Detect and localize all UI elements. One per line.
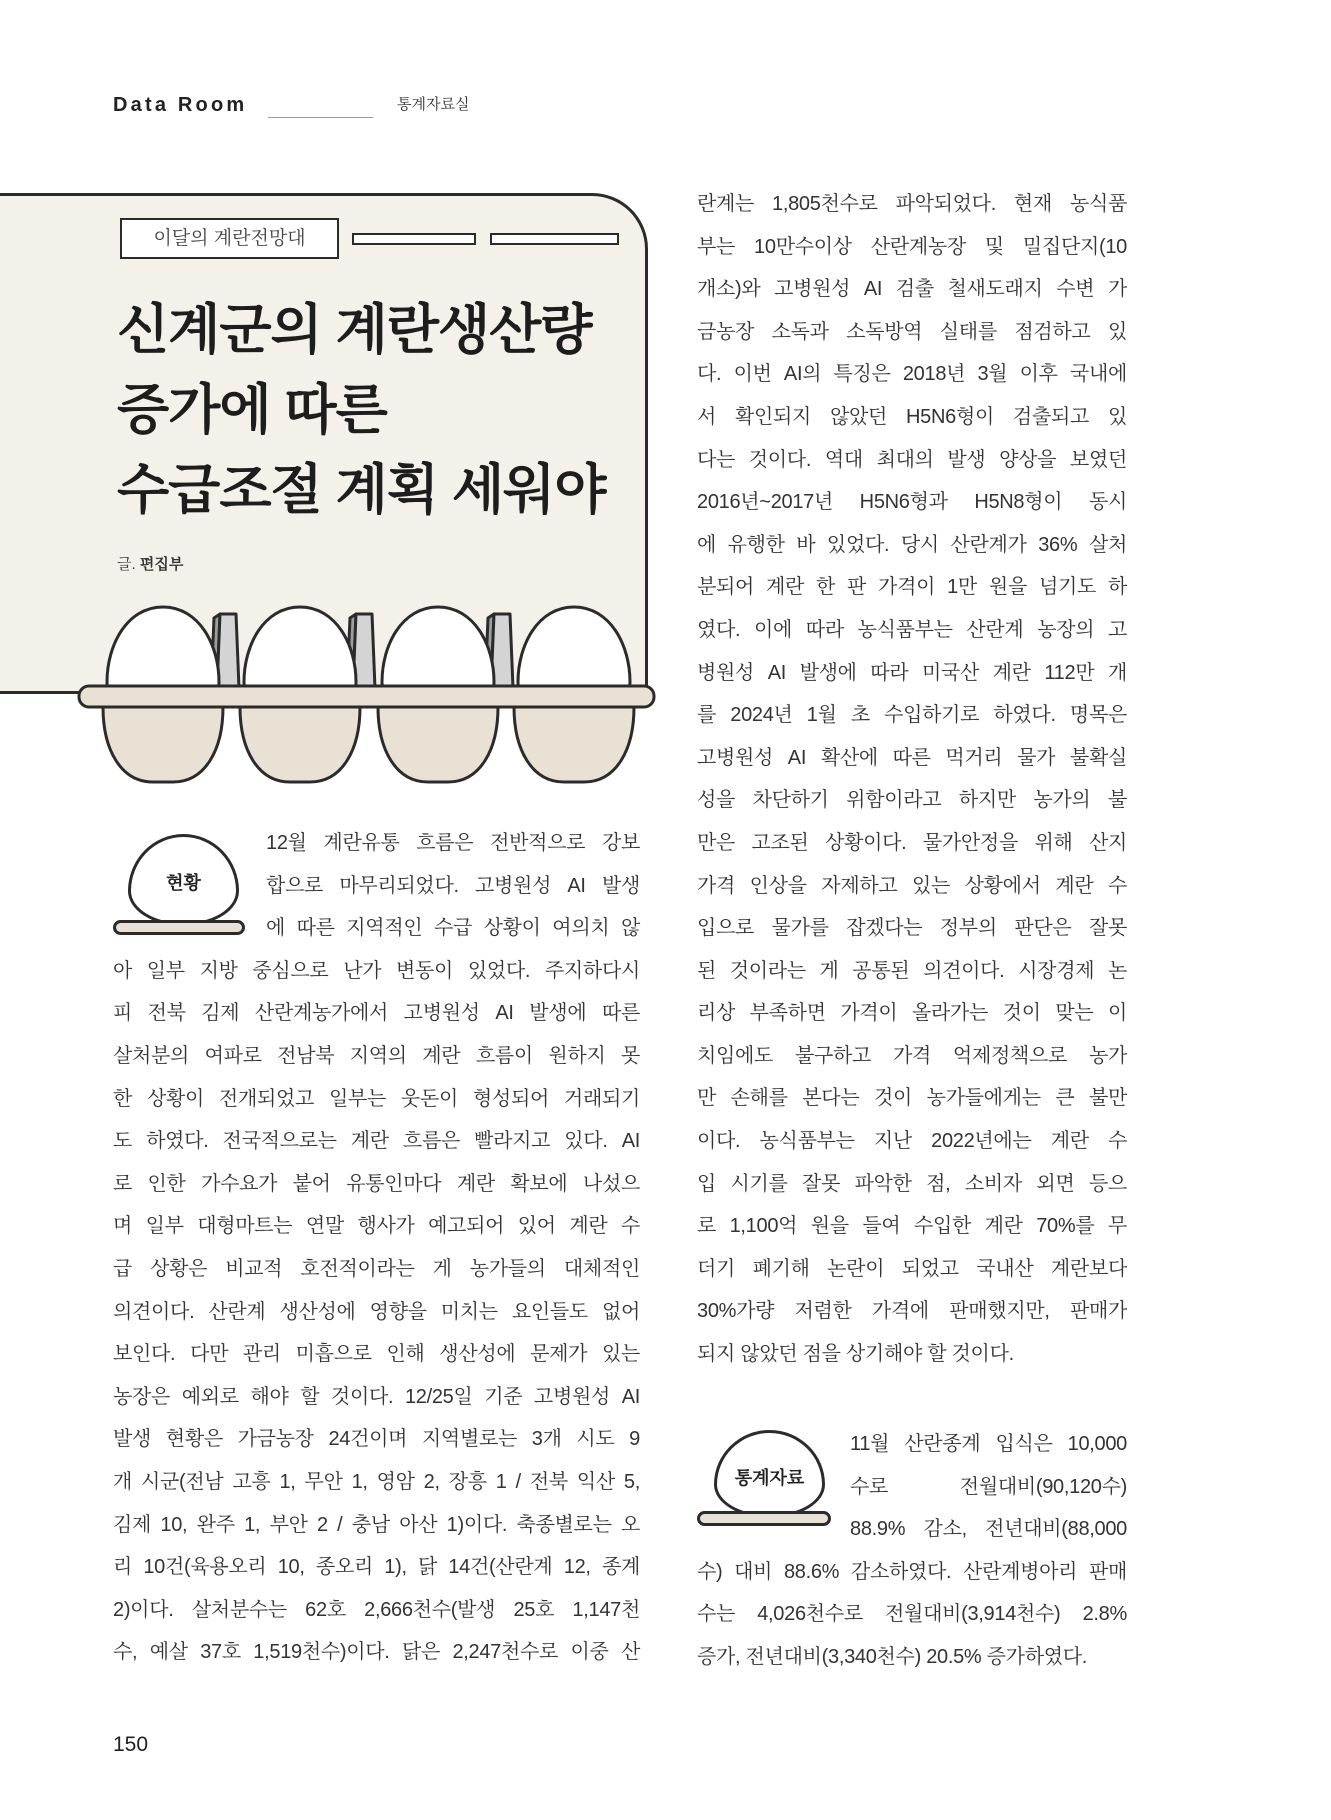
text-line: 로 1,100억 원을 들여 수입한 계란 70%를 무: [697, 1215, 1127, 1238]
byline-prefix: 글.: [117, 556, 136, 573]
text-line: 한 상황이 전개되었고 일부는 웃돈이 형성되어 거래되기: [113, 1087, 640, 1110]
text-line: 였다. 이에 따라 농식품부는 산란계 농장의 고: [697, 618, 1127, 641]
text-line: 만 손해를 본다는 것이 농가들에게는 큰 불만: [697, 1087, 1127, 1110]
text-line: 다. 이번 AI의 특징은 2018년 3월 이후 국내에: [697, 363, 1127, 386]
text-line: 보인다. 다만 관리 미흡으로 인해 생산성에 문제가 있는: [113, 1343, 640, 1366]
title-line: 수급조절 계획 세워야: [117, 460, 606, 520]
text-line: 란계는 1,805천수로 파악되었다. 현재 농식품: [697, 193, 1127, 215]
text-line: 2)이다. 살처분수는 62호 2,666천수(발생 25호 1,147천: [113, 1598, 640, 1621]
text-line: 의견이다. 산란계 생산성에 영향을 미치는 요인들도 없어: [113, 1300, 640, 1323]
tag-decor-bar: [490, 233, 619, 245]
text-line: 이다. 농식품부는 지난 2022년에는 계란 수: [697, 1130, 1127, 1153]
title-line: 신계군의 계란생산량: [117, 300, 592, 360]
text-line: 12월 계란유통 흐름은 전반적으로 강보: [266, 832, 640, 854]
byline-author: 편집부: [139, 556, 184, 573]
text-line: 입 시기를 잘못 파악한 점, 소비자 외면 등으: [697, 1172, 1127, 1195]
text-line: 88.9% 감소, 전년대비(88,000: [850, 1518, 1127, 1541]
text-line: 만은 고조된 상황이다. 물가안정을 위해 산지: [697, 831, 1127, 854]
text-line: 수는 4,026천수로 전월대비(3,914천수) 2.8%: [697, 1603, 1127, 1626]
carton-cups: [103, 707, 634, 782]
text-line: 11월 산란종계 입식은 10,000: [850, 1433, 1127, 1455]
header-rule: [268, 117, 373, 118]
text-line: 급 상황은 비교적 호전적이라는 게 농가들의 대체적인: [113, 1257, 640, 1280]
byline: [117, 555, 183, 575]
egg-carton-icon: [70, 600, 670, 790]
text-line: 2016년~2017년 H5N6형과 H5N8형이 동시: [697, 491, 1127, 514]
text-line: 수, 예살 37호 1,519천수)이다. 닭은 2,247천수로 이중 산: [113, 1641, 640, 1664]
text-line: 분되어 계란 한 판 가격이 1만 원을 넘기도 하: [697, 576, 1127, 599]
text-line: 며 일부 대형마트는 연말 행사가 예고되어 있어 계란 수: [113, 1215, 640, 1238]
text-line: 농장은 예외로 해야 할 것이다. 12/25일 기준 고병원성 AI: [113, 1385, 640, 1408]
text-line: 개 시군(전남 고흥 1, 무안 1, 영암 2, 장흥 1 / 전북 익산 5,: [113, 1470, 640, 1493]
text-line: 수로 전월대비(90,120수): [850, 1475, 1127, 1498]
section-title-en: Data Room: [113, 94, 248, 116]
text-line: 성을 차단하기 위함이라고 하지만 농가의 불: [697, 789, 1127, 812]
text-line: 리 10건(육용오리 10, 종오리 1), 닭 14건(산란계 12, 종계: [113, 1556, 640, 1579]
text-line: 에 따른 지역적인 수급 상황이 여의치 않: [266, 917, 640, 940]
text-line: 김제 10, 완주 1, 부안 2 / 충남 아산 1)이다. 축종별로는 오: [113, 1513, 640, 1536]
stats-body: [697, 1423, 1127, 1679]
text-line: 금농장 소독과 소독방역 실태를 점검하고 있: [697, 320, 1127, 343]
text-line: 개소)와 고병원성 AI 검출 철새도래지 수변 가: [697, 278, 1127, 301]
text-line: 된 것이라는 게 공통된 의견이다. 시장경제 논: [697, 959, 1127, 982]
column-tag: 이달의 계란전망대: [120, 218, 339, 259]
text-line: 입으로 물가를 잡겠다는 정부의 판단은 잘못: [697, 917, 1127, 940]
text-line: 합으로 마무리되었다. 고병원성 AI 발생: [266, 874, 640, 897]
page-number: 150: [113, 1733, 149, 1756]
text-line: 살처분의 여파로 전남북 지역의 계란 흐름이 원하지 못: [113, 1044, 640, 1067]
text-line: 치임에도 불구하고 가격 억제정책으로 농가: [697, 1044, 1127, 1067]
text-line: 부는 10만수이상 산란계농장 및 밀집단지(10: [697, 235, 1127, 258]
text-line: 리상 부족하면 가격이 올라가는 것이 맞는 이: [697, 1002, 1127, 1025]
text-line: 다는 것이다. 역대 최대의 발생 양상을 보였던: [697, 448, 1127, 471]
text-line: 수) 대비 88.6% 감소하였다. 산란계병아리 판매: [697, 1560, 1127, 1583]
tag-decor-bar: [352, 233, 476, 245]
text-line: 30%가량 저렴한 가격에 판매했지만, 판매가: [697, 1300, 1127, 1323]
text-line: 고병원성 AI 확산에 따른 먹거리 물가 불확실: [697, 746, 1127, 769]
text-line: 발생 현황은 가금농장 24건이며 지역별로는 3개 시도 9: [113, 1428, 640, 1451]
article-body-right: [697, 183, 1127, 1376]
article-body-left: [113, 822, 640, 1674]
text-line: 를 2024년 1월 초 수입하기로 하였다. 명목은: [697, 704, 1127, 727]
section-label-status: 현황: [166, 873, 201, 893]
text-line: 서 확인되지 않았던 H5N6형이 검출되고 있: [697, 405, 1127, 428]
text-line: 피 전북 김제 산란계농가에서 고병원성 AI 발생에 따른: [113, 1002, 640, 1025]
article-title: [117, 290, 605, 530]
section-title-ko: 통계자료실: [397, 96, 470, 113]
text-line: 아 일부 지방 중심으로 난가 변동이 있었다. 주지하다시: [113, 959, 640, 982]
text-line: 도 하였다. 전국적으로는 계란 흐름은 빨라지고 있다. AI: [113, 1130, 640, 1153]
text-line: 더기 폐기해 논란이 되었고 국내산 계란보다: [697, 1257, 1127, 1280]
text-line: 에 유행한 바 있었다. 당시 산란계가 36% 살처: [697, 533, 1127, 556]
text-line: 증가, 전년대비(3,340천수) 20.5% 증가하였다.: [697, 1645, 1088, 1668]
section-label-stats: 통계자료: [734, 1468, 805, 1488]
text-line: 가격 인상을 자제하고 있는 상황에서 계란 수: [697, 874, 1127, 897]
text-line: 로 인한 가수요가 붙어 유통인마다 계란 확보에 나섰으: [113, 1172, 640, 1195]
text-line: 되지 않았던 점을 상기해야 할 것이다.: [697, 1343, 1014, 1366]
title-line: 증가에 따른: [117, 380, 387, 440]
carton-rim: [79, 686, 654, 707]
text-line: 병원성 AI 발생에 따라 미국산 계란 112만 개: [697, 661, 1127, 684]
